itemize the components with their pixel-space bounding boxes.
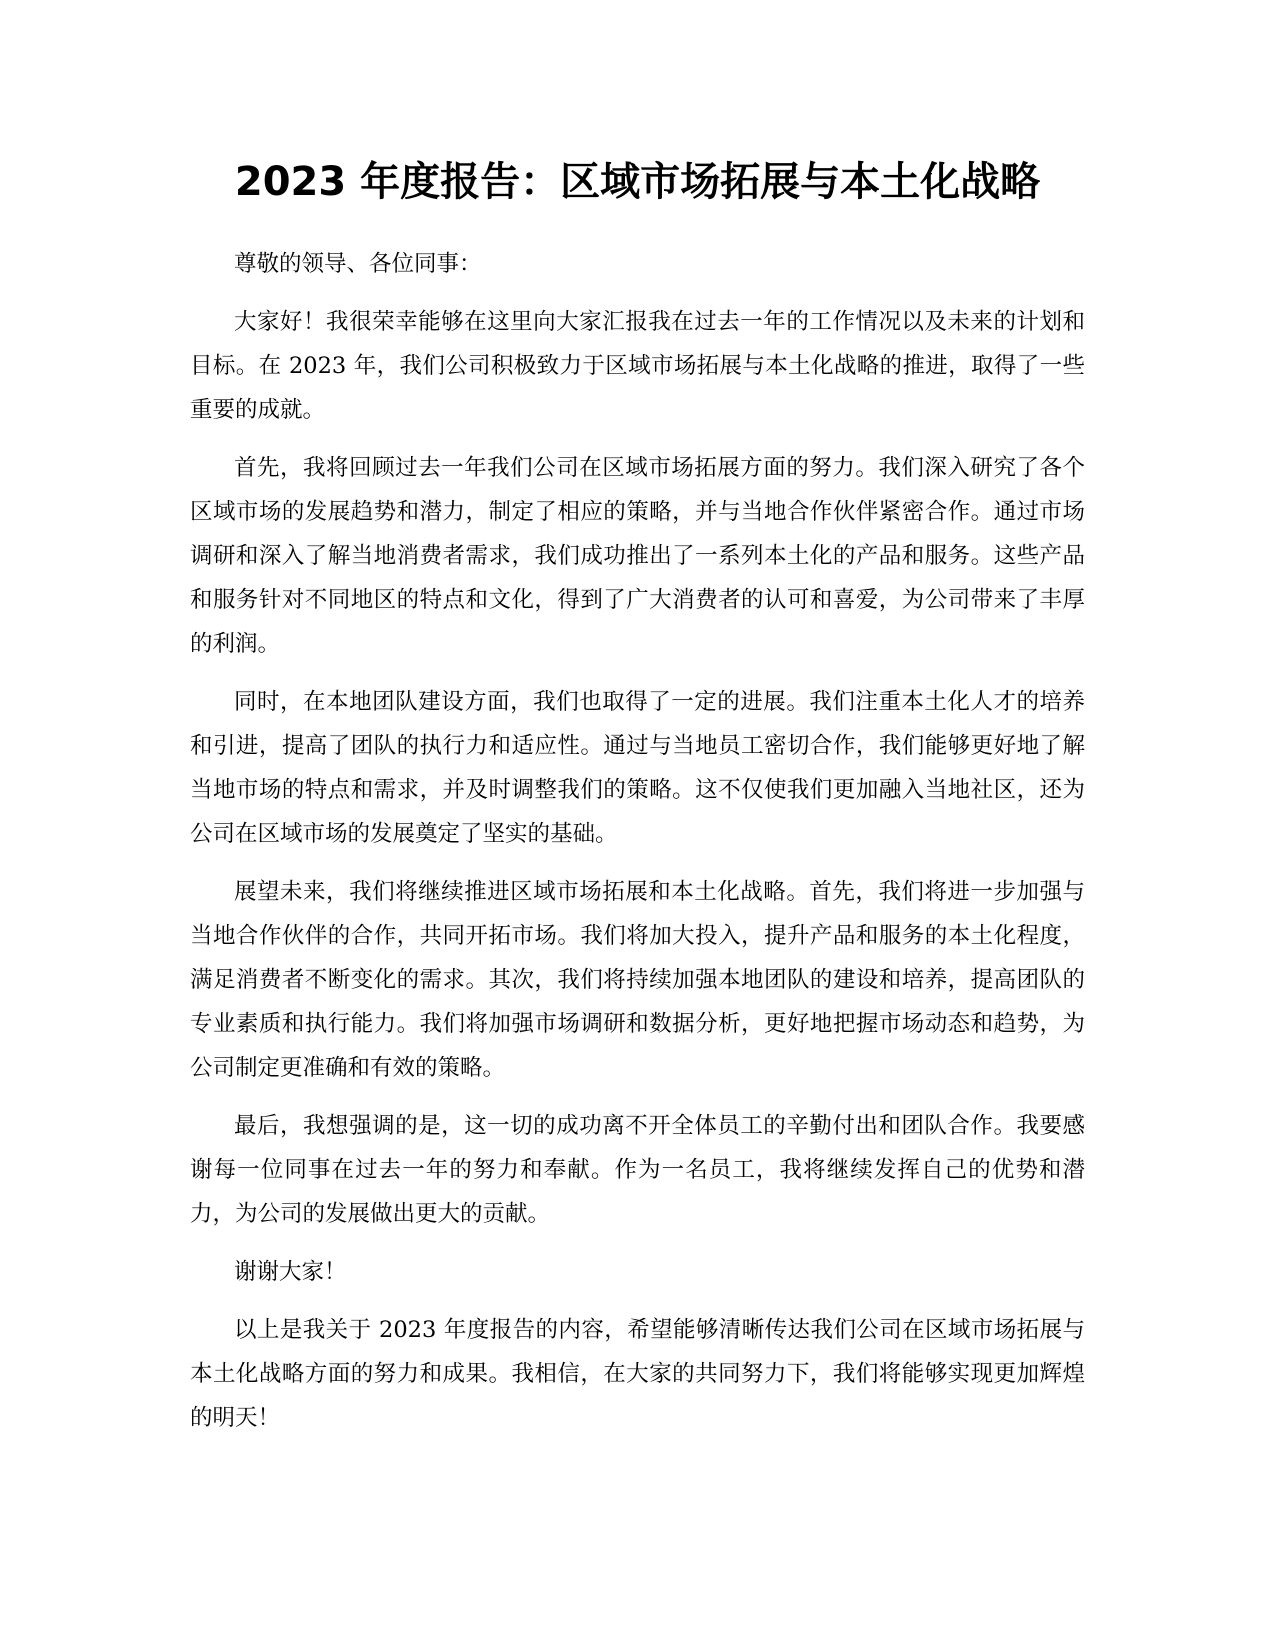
paragraph-thank-you: 谢谢大家！ bbox=[234, 1259, 347, 1285]
paragraph-team: 同时，在本地团队建设方面，我们也取得了一定的进展。我们注重本土化人才的培养和引进，提高了团队的执行力和适应性。通过与当地员工密切合作，我们能够更好地了解当地市场的特点和需求，并及时调整我们的策略。这不仅使我们更加融入当地社区，还为公司在区域市场的发展奠定了坚实的基础。 bbox=[190, 689, 1085, 847]
paragraph-closing: 以上是我关于 2023 年度报告的内容，希望能够清晰传达我们公司在区域市场拓展与本土化战略方面的努力和成果。我相信，在大家的共同努力下，我们将能够实现更加辉煌的明天！ bbox=[190, 1317, 1085, 1431]
paragraph-thanks-team: 最后，我想强调的是，这一切的成功离不开全体员工的辛勤付出和团队合作。我要感谢每一位同事在过去一年的努力和奉献。作为一名员工，我将继续发挥自己的优势和潜力，为公司的发展做出更大的贡献。 bbox=[190, 1113, 1085, 1227]
paragraph-outlook: 展望未来，我们将继续推进区域市场拓展和本土化战略。首先，我们将进一步加强与当地合作伙伴的合作，共同开拓市场。我们将加大投入，提升产品和服务的本土化程度，满足消费者不断变化的需求。其次，我们将持续加强本地团队的建设和培养，提高团队的专业素质和执行能力。我们将加强市场调研和数据分析，更好地把握市场动态和趋势，为公司制定更准确和有效的策略。 bbox=[190, 879, 1085, 1081]
paragraph-greeting: 大家好！我很荣幸能够在这里向大家汇报我在过去一年的工作情况以及未来的计划和目标。在 2023 年，我们公司积极致力于区域市场拓展与本土化战略的推进，取得了一些重要的成就。 bbox=[190, 309, 1085, 423]
document-title: 2023 年度报告：区域市场拓展与本土化战略 bbox=[234, 159, 1041, 205]
paragraph-review: 首先，我将回顾过去一年我们公司在区域市场拓展方面的努力。我们深入研究了各个区域市场的发展趋势和潜力，制定了相应的策略，并与当地合作伙伴紧密合作。通过市场调研和深入了解当地消费者需求，我们成功推出了一系列本土化的产品和服务。这些产品和服务针对不同地区的特点和文化，得到了广大消费者的认可和喜爱，为公司带来了丰厚的利润。 bbox=[190, 455, 1085, 657]
paragraph-salutation: 尊敬的领导、各位同事： bbox=[234, 251, 482, 277]
